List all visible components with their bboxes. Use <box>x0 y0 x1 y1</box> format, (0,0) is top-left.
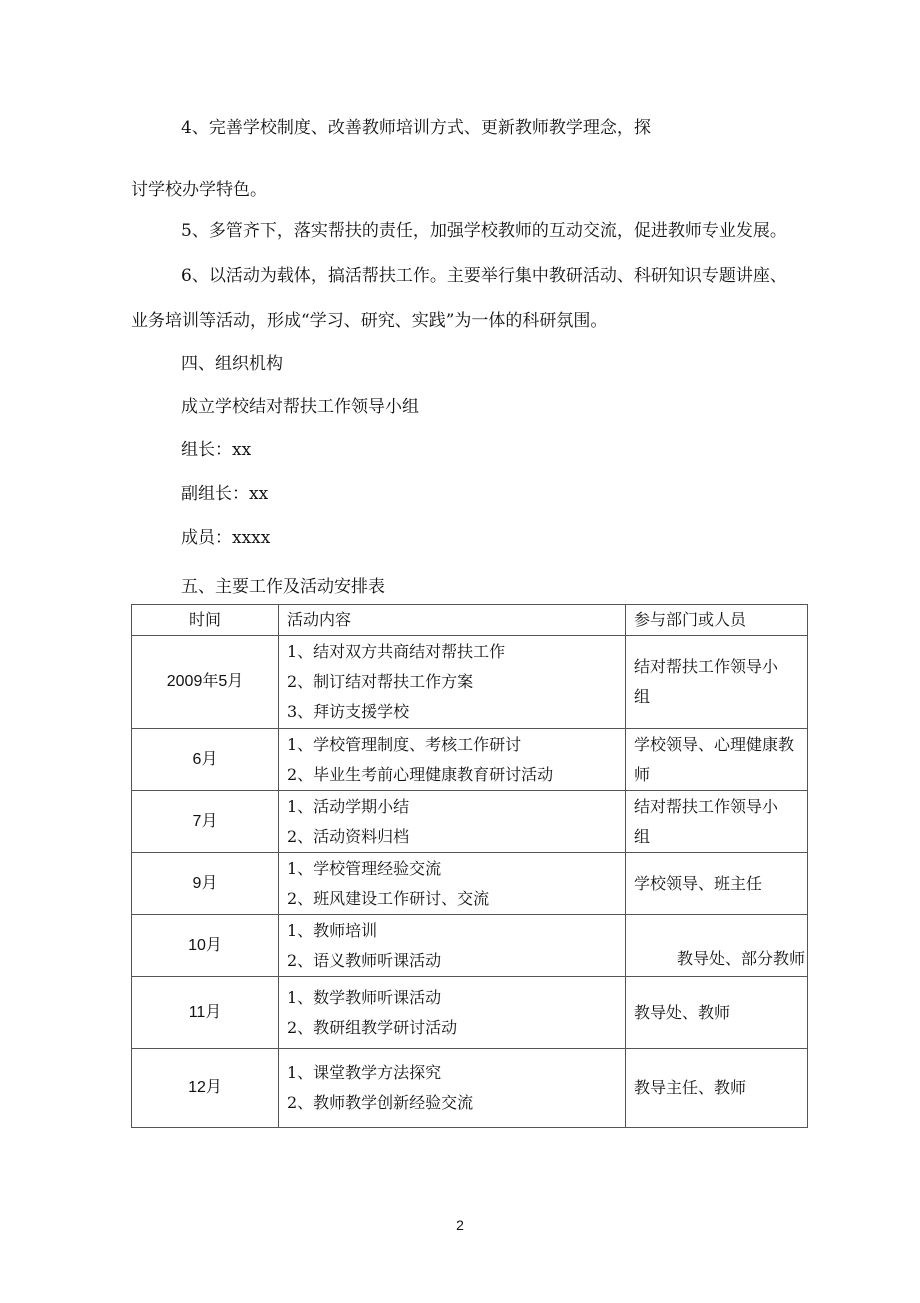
row-activities <box>279 791 626 853</box>
table-row <box>132 1049 808 1128</box>
activity-item: 2、语义教师听课活动 <box>287 950 442 970</box>
activity-item: 1、活动学期小结 <box>287 796 410 816</box>
row-time: 11月 <box>132 977 279 1049</box>
table-row <box>132 729 808 791</box>
row-activities <box>279 977 626 1049</box>
table-header-row <box>132 605 808 636</box>
row-participants <box>626 1049 808 1128</box>
section-4-heading: 四、组织机构 <box>181 354 283 374</box>
participant-line: 师 <box>634 764 651 784</box>
row-participants <box>626 977 808 1049</box>
table-row <box>132 791 808 853</box>
activity-item: 1、课堂教学方法探究 <box>287 1063 442 1082</box>
org-members: 成员：xxxx <box>181 528 271 548</box>
paragraph-4-line2: 讨学校办学特色。 <box>131 180 267 200</box>
row-activities <box>279 915 626 977</box>
activity-item: 1、教师培训 <box>287 920 378 940</box>
activity-item: 1、学校管理制度、考核工作研讨 <box>287 734 522 754</box>
row-time: 7月 <box>132 791 279 853</box>
participant-line: 学校领导、班主任 <box>634 873 763 893</box>
activity-item: 2、活动资料归档 <box>287 826 410 846</box>
table-row <box>132 977 808 1049</box>
participant-line: 教导主任、教师 <box>634 1078 747 1097</box>
row-participants <box>626 636 808 729</box>
section-5-heading: 五、主要工作及活动安排表 <box>181 577 385 597</box>
row-activities <box>279 729 626 791</box>
row-participants <box>626 915 808 977</box>
participant-line: 组 <box>634 826 651 846</box>
activity-item: 2、制订结对帮扶工作方案 <box>287 672 474 691</box>
participant-line: 结对帮扶工作领导小 <box>634 796 779 816</box>
table-row <box>132 636 808 729</box>
participant-line: 组 <box>634 687 651 706</box>
participant-line: 结对帮扶工作领导小 <box>634 657 779 676</box>
paragraph-4-line1: 4、完善学校制度、改善教师培训方式、更新教师教学理念，探 <box>181 118 651 138</box>
row-time: 6月 <box>132 729 279 791</box>
activity-item: 2、教研组教学研讨活动 <box>287 1017 458 1037</box>
row-activities <box>279 1049 626 1128</box>
schedule-table <box>131 604 808 1128</box>
org-leader: 组长：xx <box>181 440 252 460</box>
header-activities: 活动内容 <box>279 605 626 636</box>
table-row <box>132 915 808 977</box>
activity-item: 1、结对双方共商结对帮扶工作 <box>287 642 506 661</box>
row-time: 10月 <box>132 915 279 977</box>
participant-line: 教导处、部分教师 <box>676 949 805 968</box>
paragraph-6-line1: 6、以活动为载体，搞活帮扶工作。主要举行集中教研活动、科研知识专题讲座、 <box>181 266 787 286</box>
participant-line: 学校领导、心理健康教 <box>634 734 795 754</box>
row-activities <box>279 636 626 729</box>
row-time: 12月 <box>132 1049 279 1128</box>
activity-item: 1、数学教师听课活动 <box>287 987 442 1007</box>
activity-item: 3、拜访支援学校 <box>287 702 410 721</box>
row-participants <box>626 791 808 853</box>
activity-item: 2、毕业生考前心理健康教育研讨活动 <box>287 764 554 784</box>
row-time: 2009年5月 <box>132 636 279 729</box>
header-time: 时间 <box>132 605 279 636</box>
participant-line: 教导处、教师 <box>634 1002 731 1022</box>
paragraph-5: 5、多管齐下，落实帮扶的责任，加强学校教师的互动交流，促进教师专业发展。 <box>181 221 787 241</box>
row-participants <box>626 729 808 791</box>
org-deputy: 副组长：xx <box>181 484 269 504</box>
org-intro: 成立学校结对帮扶工作领导小组 <box>181 397 419 417</box>
paragraph-6-line2: 业务培训等活动，形成“学习、研究、实践”为一体的科研氛围。 <box>131 311 608 331</box>
row-activities <box>279 853 626 915</box>
row-participants <box>626 853 808 915</box>
table-row <box>132 853 808 915</box>
activity-item: 2、班风建设工作研讨、交流 <box>287 888 490 908</box>
activity-item: 2、教师教学创新经验交流 <box>287 1093 474 1112</box>
row-time: 9月 <box>132 853 279 915</box>
header-participants: 参与部门或人员 <box>626 605 808 636</box>
page-number: 2 <box>456 1217 464 1233</box>
activity-item: 1、学校管理经验交流 <box>287 858 442 878</box>
